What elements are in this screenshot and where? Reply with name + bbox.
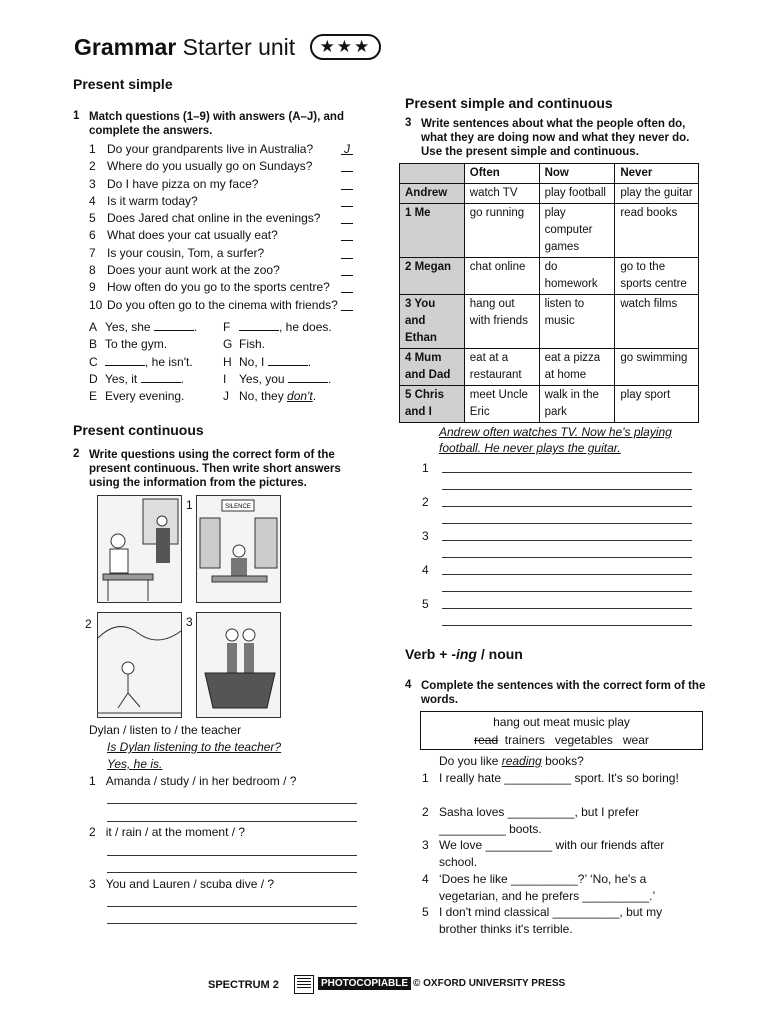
- answer-line[interactable]: [442, 608, 692, 609]
- question-number: 10: [89, 297, 103, 312]
- answer-blank[interactable]: [341, 193, 353, 207]
- example-question: Is Dylan listening to the teacher?: [107, 740, 282, 754]
- answer-item: [89, 388, 219, 405]
- question-item: [89, 210, 364, 227]
- question-number: 6: [89, 228, 96, 243]
- book-name: SPECTRUM 2: [208, 979, 279, 991]
- copier-icon: [294, 975, 314, 994]
- answer-item: [223, 319, 363, 336]
- example-sentence: Do you like reading books?: [439, 754, 584, 768]
- answer-blank[interactable]: [288, 381, 328, 383]
- question-text: Do your grandparents live in Australia?: [107, 142, 314, 156]
- answer-letter: B: [89, 337, 98, 352]
- answer-letter: I: [223, 371, 227, 386]
- section-heading-present-simple-continuous: Present simple and continuous: [405, 95, 613, 111]
- example-prompt: Dylan / listen to / the teacher: [89, 723, 242, 737]
- answer-text: Yes, it: [105, 371, 141, 386]
- answer-blank[interactable]: [105, 364, 145, 366]
- exercise-number: 3: [405, 117, 412, 129]
- answer-letter: H: [223, 354, 232, 369]
- picture-label: 3: [186, 615, 193, 629]
- table-cell: play sport: [615, 386, 699, 423]
- answer-blank[interactable]: [341, 210, 353, 224]
- answer-text: .: [327, 371, 332, 386]
- page-title: Grammar Starter unit ★★★: [74, 34, 381, 61]
- difficulty-stars: ★★★: [310, 34, 382, 60]
- question-number: 1: [89, 142, 96, 156]
- answer-line[interactable]: [442, 625, 692, 626]
- exercise-number: 1: [73, 110, 80, 122]
- table-header: Often: [464, 164, 539, 184]
- answer-text: , he does.: [279, 320, 332, 334]
- exercise-number: 2: [73, 448, 80, 460]
- answer-letter: A: [89, 320, 98, 334]
- answer-text: No, they: [239, 389, 288, 404]
- question-number: 3: [89, 176, 96, 191]
- question-number: 2: [89, 159, 96, 174]
- table-cell: meet Uncle Eric: [464, 386, 539, 423]
- answer-blank[interactable]: [141, 381, 181, 383]
- question-item: [89, 193, 364, 210]
- answer-blank[interactable]: [341, 297, 353, 311]
- answer-item: [223, 336, 363, 353]
- question-text: Where do you usually go on Sundays?: [107, 159, 313, 174]
- park-picture: [97, 612, 182, 718]
- answer-line[interactable]: [442, 574, 692, 575]
- item-number: 2: [422, 804, 429, 819]
- table-row: [400, 184, 699, 204]
- row-header: 2 Megan: [400, 258, 465, 295]
- section-heading-present-simple: Present simple: [73, 76, 173, 92]
- answer-text: No, I: [239, 354, 268, 369]
- item-text: Sasha loves __________, but I prefer: [439, 804, 640, 819]
- item-text: I really hate __________ sport. It's so boring!: [439, 771, 679, 785]
- table-cell: watch TV: [464, 184, 539, 204]
- answer-letter: G: [223, 337, 233, 352]
- section-heading-verb-ing-noun: Verb + -ing / noun: [405, 646, 523, 662]
- answer-blank[interactable]: [341, 158, 353, 172]
- answer-list-left: [89, 319, 219, 405]
- answer-text: To the gym.: [105, 337, 168, 352]
- answer-blank[interactable]: [341, 245, 353, 259]
- item-text: vegetarian, and he prefers __________.’: [439, 888, 656, 903]
- question-number: 9: [89, 280, 96, 295]
- question-text: Is it warm today?: [107, 193, 198, 208]
- item-3: 3 You and Lauren / scuba dive / ?: [89, 877, 275, 891]
- item-text: __________ boots.: [439, 821, 542, 836]
- word-box: [420, 711, 703, 750]
- question-item: [89, 279, 364, 296]
- question-item: [89, 262, 364, 279]
- answer-text: .: [312, 389, 317, 404]
- table-cell: listen to music: [539, 295, 615, 349]
- answer-letter: F: [223, 320, 231, 334]
- question-list: [89, 141, 364, 314]
- answer-line[interactable]: [442, 557, 692, 558]
- question-item: [89, 158, 364, 175]
- question-text: Does Jared chat online in the evenings?: [107, 211, 321, 226]
- answer-text: Yes, she: [105, 320, 154, 334]
- table-row: [400, 295, 699, 349]
- question-item: [89, 227, 364, 244]
- answer-blank[interactable]: [341, 262, 353, 276]
- word-box-line-1: hang out meat music play: [493, 715, 630, 729]
- answer-list-right: [223, 319, 363, 405]
- exercise-number: 4: [405, 679, 412, 691]
- classroom-illustration: [98, 496, 181, 602]
- activities-table: [399, 163, 699, 423]
- example-sentence: Andrew often watches TV. Now he's playing: [439, 425, 672, 439]
- question-text: Do you often go to the cinema with friends?: [107, 297, 338, 312]
- picture-label: 2: [85, 617, 92, 631]
- table-cell: go to the sports centre: [615, 258, 699, 295]
- answer-item: [89, 319, 219, 336]
- answer-text: .: [180, 371, 184, 386]
- answer-line[interactable]: [107, 803, 357, 804]
- answer-line[interactable]: [107, 821, 357, 822]
- table-cell: walk in the park: [539, 386, 615, 423]
- answer-text: Fish.: [239, 337, 266, 352]
- exercise-instruction: Write questions using the correct form of the present continuous. Then write short answers using the information from the pictures.: [89, 449, 341, 489]
- answer-line[interactable]: [442, 489, 692, 490]
- publisher: © OXFORD UNIVERSITY PRESS: [413, 978, 566, 989]
- table-header: [400, 164, 465, 184]
- table-cell: watch films: [615, 295, 699, 349]
- question-item: [89, 245, 364, 262]
- answer-line[interactable]: [107, 872, 357, 873]
- answer-line[interactable]: [107, 906, 357, 907]
- table-cell: play computer games: [539, 204, 615, 258]
- answer-text: .: [307, 354, 312, 369]
- answer-item: [89, 354, 219, 371]
- table-cell: hang out with friends: [464, 295, 539, 349]
- item-2: 2 it / rain / at the moment / ?: [89, 825, 246, 839]
- answer-line[interactable]: [442, 472, 692, 473]
- answer-line[interactable]: [442, 506, 692, 507]
- table-cell: go swimming: [615, 349, 699, 386]
- item-number: 3: [422, 838, 429, 852]
- answer-line[interactable]: [442, 523, 692, 524]
- row-header: 1 Me: [400, 204, 465, 258]
- library-picture: [196, 495, 281, 603]
- park-illustration: [98, 613, 181, 717]
- photocopiable-badge: PHOTOCOPIABLE: [318, 977, 411, 990]
- silence-sign: SILENCE: [225, 504, 251, 510]
- table-header: Now: [539, 164, 615, 184]
- table-row: [400, 386, 699, 423]
- answer-blank[interactable]: [239, 329, 279, 331]
- library-illustration: [197, 496, 280, 602]
- item-text: school.: [439, 855, 478, 869]
- answer-letter: E: [89, 389, 98, 404]
- item-number: 1: [422, 771, 429, 785]
- picture-label: 1: [186, 498, 193, 512]
- answer-text: Every evening.: [105, 389, 185, 404]
- table-header: Never: [615, 164, 699, 184]
- classroom-picture: [97, 495, 182, 603]
- row-header: 3 You and Ethan: [400, 295, 465, 349]
- question-text: How often do you go to the sports centre?: [107, 280, 330, 295]
- question-number: 5: [89, 211, 96, 226]
- question-item: [89, 176, 364, 193]
- table-cell: play football: [539, 184, 615, 204]
- question-number: 8: [89, 263, 96, 278]
- table-cell: go running: [464, 204, 539, 258]
- table-cell: read books: [615, 204, 699, 258]
- item-text: I don't mind classical __________, but my: [439, 905, 663, 919]
- item-number: 4: [422, 871, 429, 886]
- answer-text: Yes, you: [239, 371, 288, 386]
- row-header: Andrew: [400, 184, 465, 204]
- answer-line[interactable]: [442, 540, 692, 541]
- line-number: 5: [422, 597, 429, 611]
- answer-text: .: [193, 320, 198, 334]
- answer-item: [223, 371, 363, 388]
- line-number: 3: [422, 529, 429, 543]
- answer-italic: don't: [287, 389, 313, 404]
- item-number: 5: [422, 905, 429, 919]
- table-row: [400, 258, 699, 295]
- answer-letter: J: [223, 389, 229, 404]
- table-row: [400, 204, 699, 258]
- item-text: ‘Does he like __________?’ ‘No, he's a: [439, 871, 647, 886]
- table-cell: eat a pizza at home: [539, 349, 615, 386]
- question-number: 7: [89, 245, 96, 260]
- answer-blank[interactable]: [154, 329, 194, 331]
- question-text: Does your aunt work at the zoo?: [107, 263, 280, 278]
- table-cell: chat online: [464, 258, 539, 295]
- answer-text: , he isn't.: [145, 354, 193, 369]
- section-heading-present-continuous: Present continuous: [73, 422, 204, 438]
- item-1: 1 Amanda / study / in her bedroom / ?: [89, 774, 297, 788]
- question-number: 4: [89, 193, 96, 208]
- answer-line[interactable]: [107, 855, 357, 856]
- answer-blank[interactable]: [341, 176, 353, 190]
- answer-line[interactable]: [442, 591, 692, 592]
- line-number: 2: [422, 495, 429, 509]
- table-cell: play the guitar: [615, 184, 699, 204]
- question-item: [89, 141, 364, 158]
- table-cell: eat at a restaurant: [464, 349, 539, 386]
- question-text: Do I have pizza on my face?: [107, 176, 259, 191]
- word-box-line-2: read trainers vegetables wear: [474, 733, 649, 747]
- boat-picture: [196, 612, 281, 718]
- table-row: [400, 349, 699, 386]
- answer-letter: C: [89, 354, 98, 369]
- example-answer: Yes, he is.: [107, 757, 163, 771]
- question-item: [89, 297, 364, 314]
- line-number: 4: [422, 563, 429, 577]
- exercise-instruction: Complete the sentences with the correct form of the words.: [421, 680, 706, 706]
- answer-letter: D: [89, 371, 98, 386]
- table-cell: do homework: [539, 258, 615, 295]
- exercise-instruction: Match questions (1–9) with answers (A–J), and complete the answers.: [89, 111, 344, 137]
- answer-item: [223, 388, 363, 405]
- row-header: 4 Mum and Dad: [400, 349, 465, 386]
- item-text: We love __________ with our friends after: [439, 838, 665, 852]
- answer-blank[interactable]: [341, 227, 353, 241]
- answer-line[interactable]: [107, 923, 357, 924]
- answer-item: [223, 354, 363, 371]
- item-text: brother thinks it's terrible.: [439, 922, 573, 936]
- question-text: What does your cat usually eat?: [107, 228, 278, 243]
- line-number: 1: [422, 461, 429, 475]
- boat-illustration: [197, 613, 280, 717]
- example-sentence: football. He never plays the guitar.: [439, 441, 621, 455]
- answer-blank[interactable]: J: [341, 141, 353, 155]
- answer-item: [89, 336, 219, 353]
- answer-blank[interactable]: [268, 364, 308, 366]
- exercise-instruction: Write sentences about what the people often do, what they are doing now and what they never do. Use the present simple and continuous.: [421, 118, 690, 158]
- answer-item: [89, 371, 219, 388]
- answer-blank[interactable]: [341, 279, 353, 293]
- row-header: 5 Chris and I: [400, 386, 465, 423]
- question-text: Is your cousin, Tom, a surfer?: [107, 245, 265, 260]
